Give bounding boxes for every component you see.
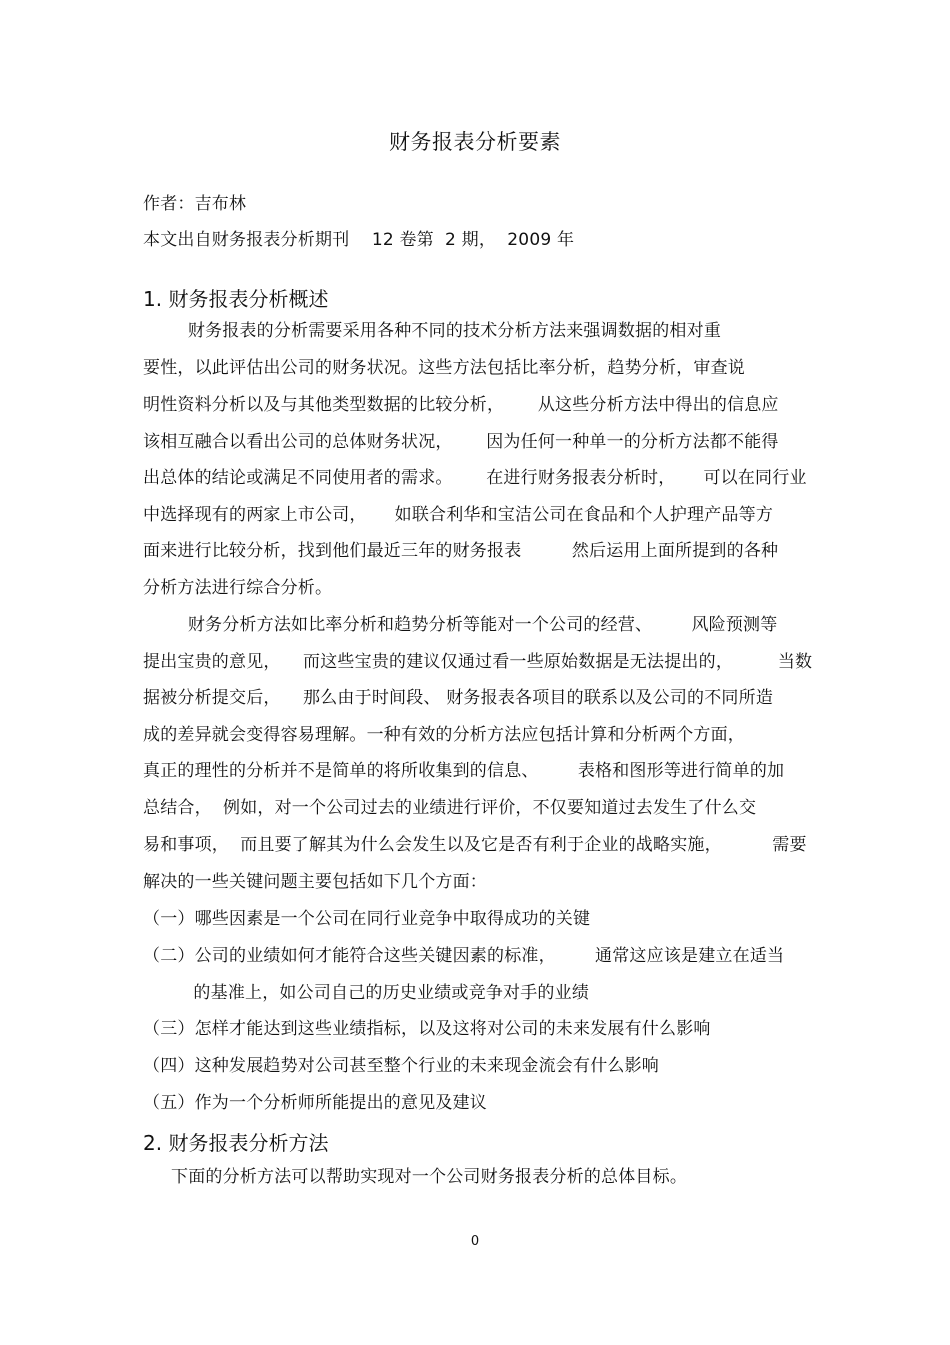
page-number: 0: [470, 1234, 480, 1249]
para1-line: 要性，以此评估出公司的财务状况。这些方法包括比率分析，趋势分析，审查说: [143, 358, 745, 378]
para1-line: 出总体的结论或满足不同使用者的需求。 在进行财务报表分析时， 可以在同行业: [143, 468, 807, 488]
para1-line: 分析方法进行综合分析。: [143, 578, 333, 598]
section-2-heading: 2. 财务报表分析方法: [143, 1131, 329, 1155]
list-item: （五）作为一个分析师所能提出的意见及建议: [143, 1093, 487, 1113]
para1-line: 面来进行比较分析，找到他们最近三年的财务报表 然后运用上面所提到的各种: [143, 541, 779, 561]
list-item: （一）哪些因素是一个公司在同行业竞争中取得成功的关键: [143, 909, 591, 929]
para2-line: 据被分析提交后， 那么由于时间段、 财务报表各项目的联系以及公司的不同所造: [143, 688, 774, 708]
para2-line: 总结合， 例如，对一个公司过去的业绩进行评价，不仅要知道过去发生了什么交: [143, 798, 757, 818]
para1-line: 该相互融合以看出公司的总体财务状况， 因为任何一种单一的分析方法都不能得: [143, 432, 779, 452]
para2-line: 易和事项， 而且要了解其为什么会发生以及它是否有利于企业的战略实施， 需要: [143, 835, 807, 855]
para2-line: 解决的一些关键问题主要包括如下几个方面：: [143, 872, 487, 892]
para1-line: 中选择现有的两家上市公司， 如联合利华和宝洁公司在食品和个人护理产品等方: [143, 505, 774, 525]
list-item: （二）公司的业绩如何才能符合这些关键因素的标准， 通常这应该是建立在适当: [143, 946, 785, 966]
list-item: （三）怎样才能达到这些业绩指标，以及这将对公司的未来发展有什么影响: [143, 1019, 711, 1039]
list-item: （四）这种发展趋势对公司甚至整个行业的未来现金流会有什么影响: [143, 1056, 659, 1076]
section-1-heading: 1. 财务报表分析概述: [143, 287, 329, 311]
para2-line: 提出宝贵的意见， 而这些宝贵的建议仅通过看一些原始数据是无法提出的， 当数: [143, 652, 813, 672]
document-title: 财务报表分析要素: [389, 130, 561, 154]
section-2-intro: 下面的分析方法可以帮助实现对一个公司财务报表分析的总体目标。: [143, 1167, 688, 1187]
para1-line: 明性资料分析以及与其他类型数据的比较分析， 从这些分析方法中得出的信息应: [143, 395, 779, 415]
author-line: 作者：吉布林: [143, 194, 247, 214]
para2-line: 财务分析方法如比率分析和趋势分析等能对一个公司的经营、 风险预测等: [143, 615, 778, 635]
list-item-continuation: 的基准上，如公司自己的历史业绩或竞争对手的业绩: [143, 983, 590, 1003]
para1-line: 财务报表的分析需要采用各种不同的技术分析方法来强调数据的相对重: [143, 321, 722, 341]
para2-line: 成的差异就会变得容易理解。一种有效的分析方法应包括计算和分析两个方面，: [143, 725, 745, 745]
para2-line: 真正的理性的分析并不是简单的将所收集到的信息、 表格和图形等进行简单的加: [143, 761, 785, 781]
source-line: 本文出自财务报表分析期刊 12 卷第 2 期， 2009 年: [143, 230, 575, 250]
